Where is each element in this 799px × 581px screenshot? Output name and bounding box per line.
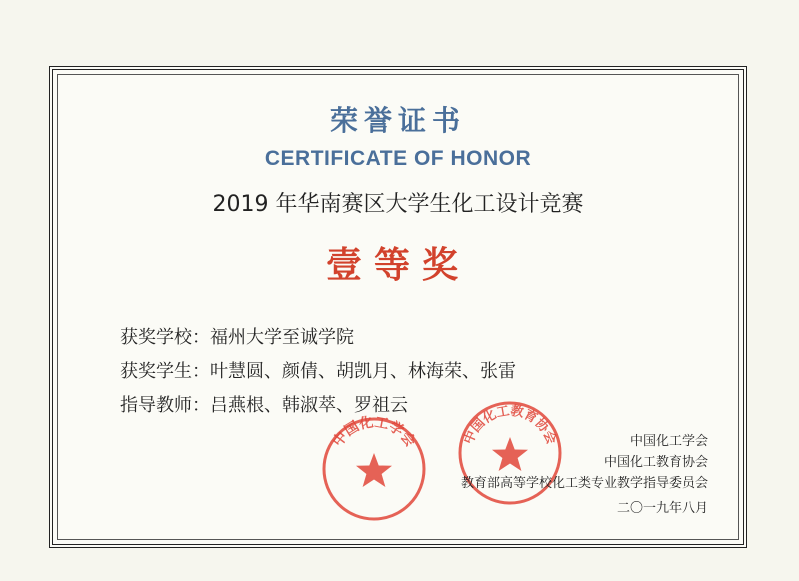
school-label: 获奖学校： <box>120 327 210 348</box>
issuer-1: 中国化工学会 <box>629 434 708 449</box>
students-row <box>120 355 516 389</box>
award-level: 壹等奖 <box>325 244 470 286</box>
students-label: 获奖学生： <box>120 361 210 382</box>
certificate-title-en: CERTIFICATE OF HONOR <box>264 147 532 170</box>
issuers-block <box>461 431 708 519</box>
event-name: 2019 年华南赛区大学生化工设计竞赛 <box>212 192 584 217</box>
seal-chemical-society-text: 中国化工学会 <box>329 415 419 450</box>
seal-chemical-society <box>320 415 428 523</box>
issuer-3: 教育部高等学校化工类专业教学指导委员会 <box>460 476 708 491</box>
seal-star-icon <box>356 453 392 487</box>
teachers-label: 指导教师： <box>120 395 210 416</box>
certificate-title-cn: 荣誉证书 <box>329 104 466 137</box>
students-value: 叶慧圆、颜倩、胡凯月、林海荣、张雷 <box>210 361 516 382</box>
seal-education-association-text: 中国化工教育协会 <box>461 403 559 447</box>
teachers-value: 吕燕根、韩淑萃、罗祖云 <box>210 395 408 416</box>
certificate-inner-border <box>57 74 739 540</box>
school-value: 福州大学至诚学院 <box>210 327 354 348</box>
issue-date: 二〇一九年八月 <box>616 501 708 516</box>
certificate-frame <box>49 66 747 548</box>
issuer-2: 中国化工教育协会 <box>603 455 708 470</box>
school-row <box>120 321 516 355</box>
